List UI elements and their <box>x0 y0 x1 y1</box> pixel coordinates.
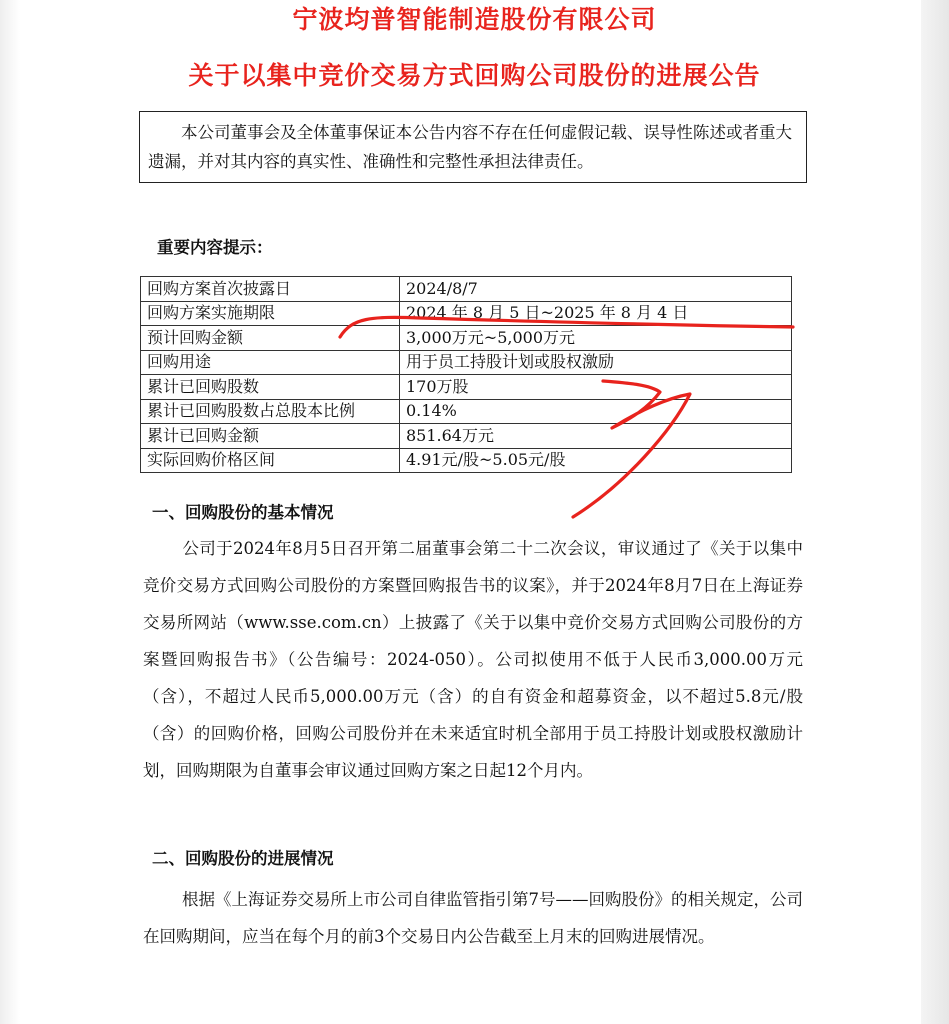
table-value-cell: 3,000万元~5,000万元 <box>400 326 792 351</box>
announcement-title: 关于以集中竞价交易方式回购公司股份的进展公告 <box>188 61 761 90</box>
section-2-heading: 二、回购股份的进展情况 <box>152 849 334 868</box>
section-1-heading: 一、回购股份的基本情况 <box>152 503 334 522</box>
table-value-cell: 用于员工持股计划或股权激励 <box>400 350 792 375</box>
important-content-heading: 重要内容提示： <box>157 238 273 257</box>
table-value-cell: 0.14% <box>400 399 792 424</box>
table-label-cell: 累计已回购股数占总股本比例 <box>141 399 400 424</box>
table-label-cell: 回购方案首次披露日 <box>141 277 400 302</box>
table-label-cell: 实际回购价格区间 <box>141 448 400 473</box>
page-right-edge <box>921 0 949 1024</box>
table-label-cell: 累计已回购股数 <box>141 375 400 400</box>
company-name: 宁波均普智能制造股份有限公司 <box>292 5 657 34</box>
page-left-edge <box>0 0 20 1024</box>
table-label-cell: 回购方案实施期限 <box>141 301 400 326</box>
table-value-cell: 170万股 <box>400 375 792 400</box>
section-1-text: 公司于2024年8月5日召开第二届董事会第二十二次会议，审议通过了《关于以集中竞价交易方式回购公司股份的方案暨回购报告书的议案》，并于2024年8月7日在上海证券交易所网站（www.sse.com.cn）上披露了《关于以集中竞价交易方式回购公司股份的方案暨回购报告书》（公告编号：2024-050）。公司拟使用不低于人民币3,000.00万元（含），不超过人民币5,000.00万元（含）的自有资金和超募资金，以不超过5.8元/股（含）的回购价格，回购公司股份并在未来适宜时机全部用于员工持股计划或股权激励计划，回购期限为自董事会审议通过回购方案之日起12个月内。 <box>143 539 803 780</box>
section-2-text: 根据《上海证券交易所上市公司自律监管指引第7号——回购股份》的相关规定，公司在回购期间，应当在每个月的前3个交易日内公告截至上月末的回购进展情况。 <box>143 890 803 946</box>
table-value-cell: 2024/8/7 <box>400 277 792 302</box>
table-label-cell: 累计已回购金额 <box>141 424 400 449</box>
table-label-cell: 预计回购金额 <box>141 326 400 351</box>
table-value-cell: 851.64万元 <box>400 424 792 449</box>
board-statement-text: 本公司董事会及全体董事保证本公告内容不存在任何虚假记载、误导性陈述或者重大遗漏，并对其内容的真实性、准确性和完整性承担法律责任。 <box>148 123 792 171</box>
red-underline-stroke <box>340 317 793 337</box>
table-value-cell: 2024 年 8 月 5 日~2025 年 8 月 4 日 <box>400 301 792 326</box>
table-value-cell: 4.91元/股~5.05元/股 <box>400 448 792 473</box>
red-scribble-stroke <box>573 381 690 517</box>
table-label-cell: 回购用途 <box>141 350 400 375</box>
